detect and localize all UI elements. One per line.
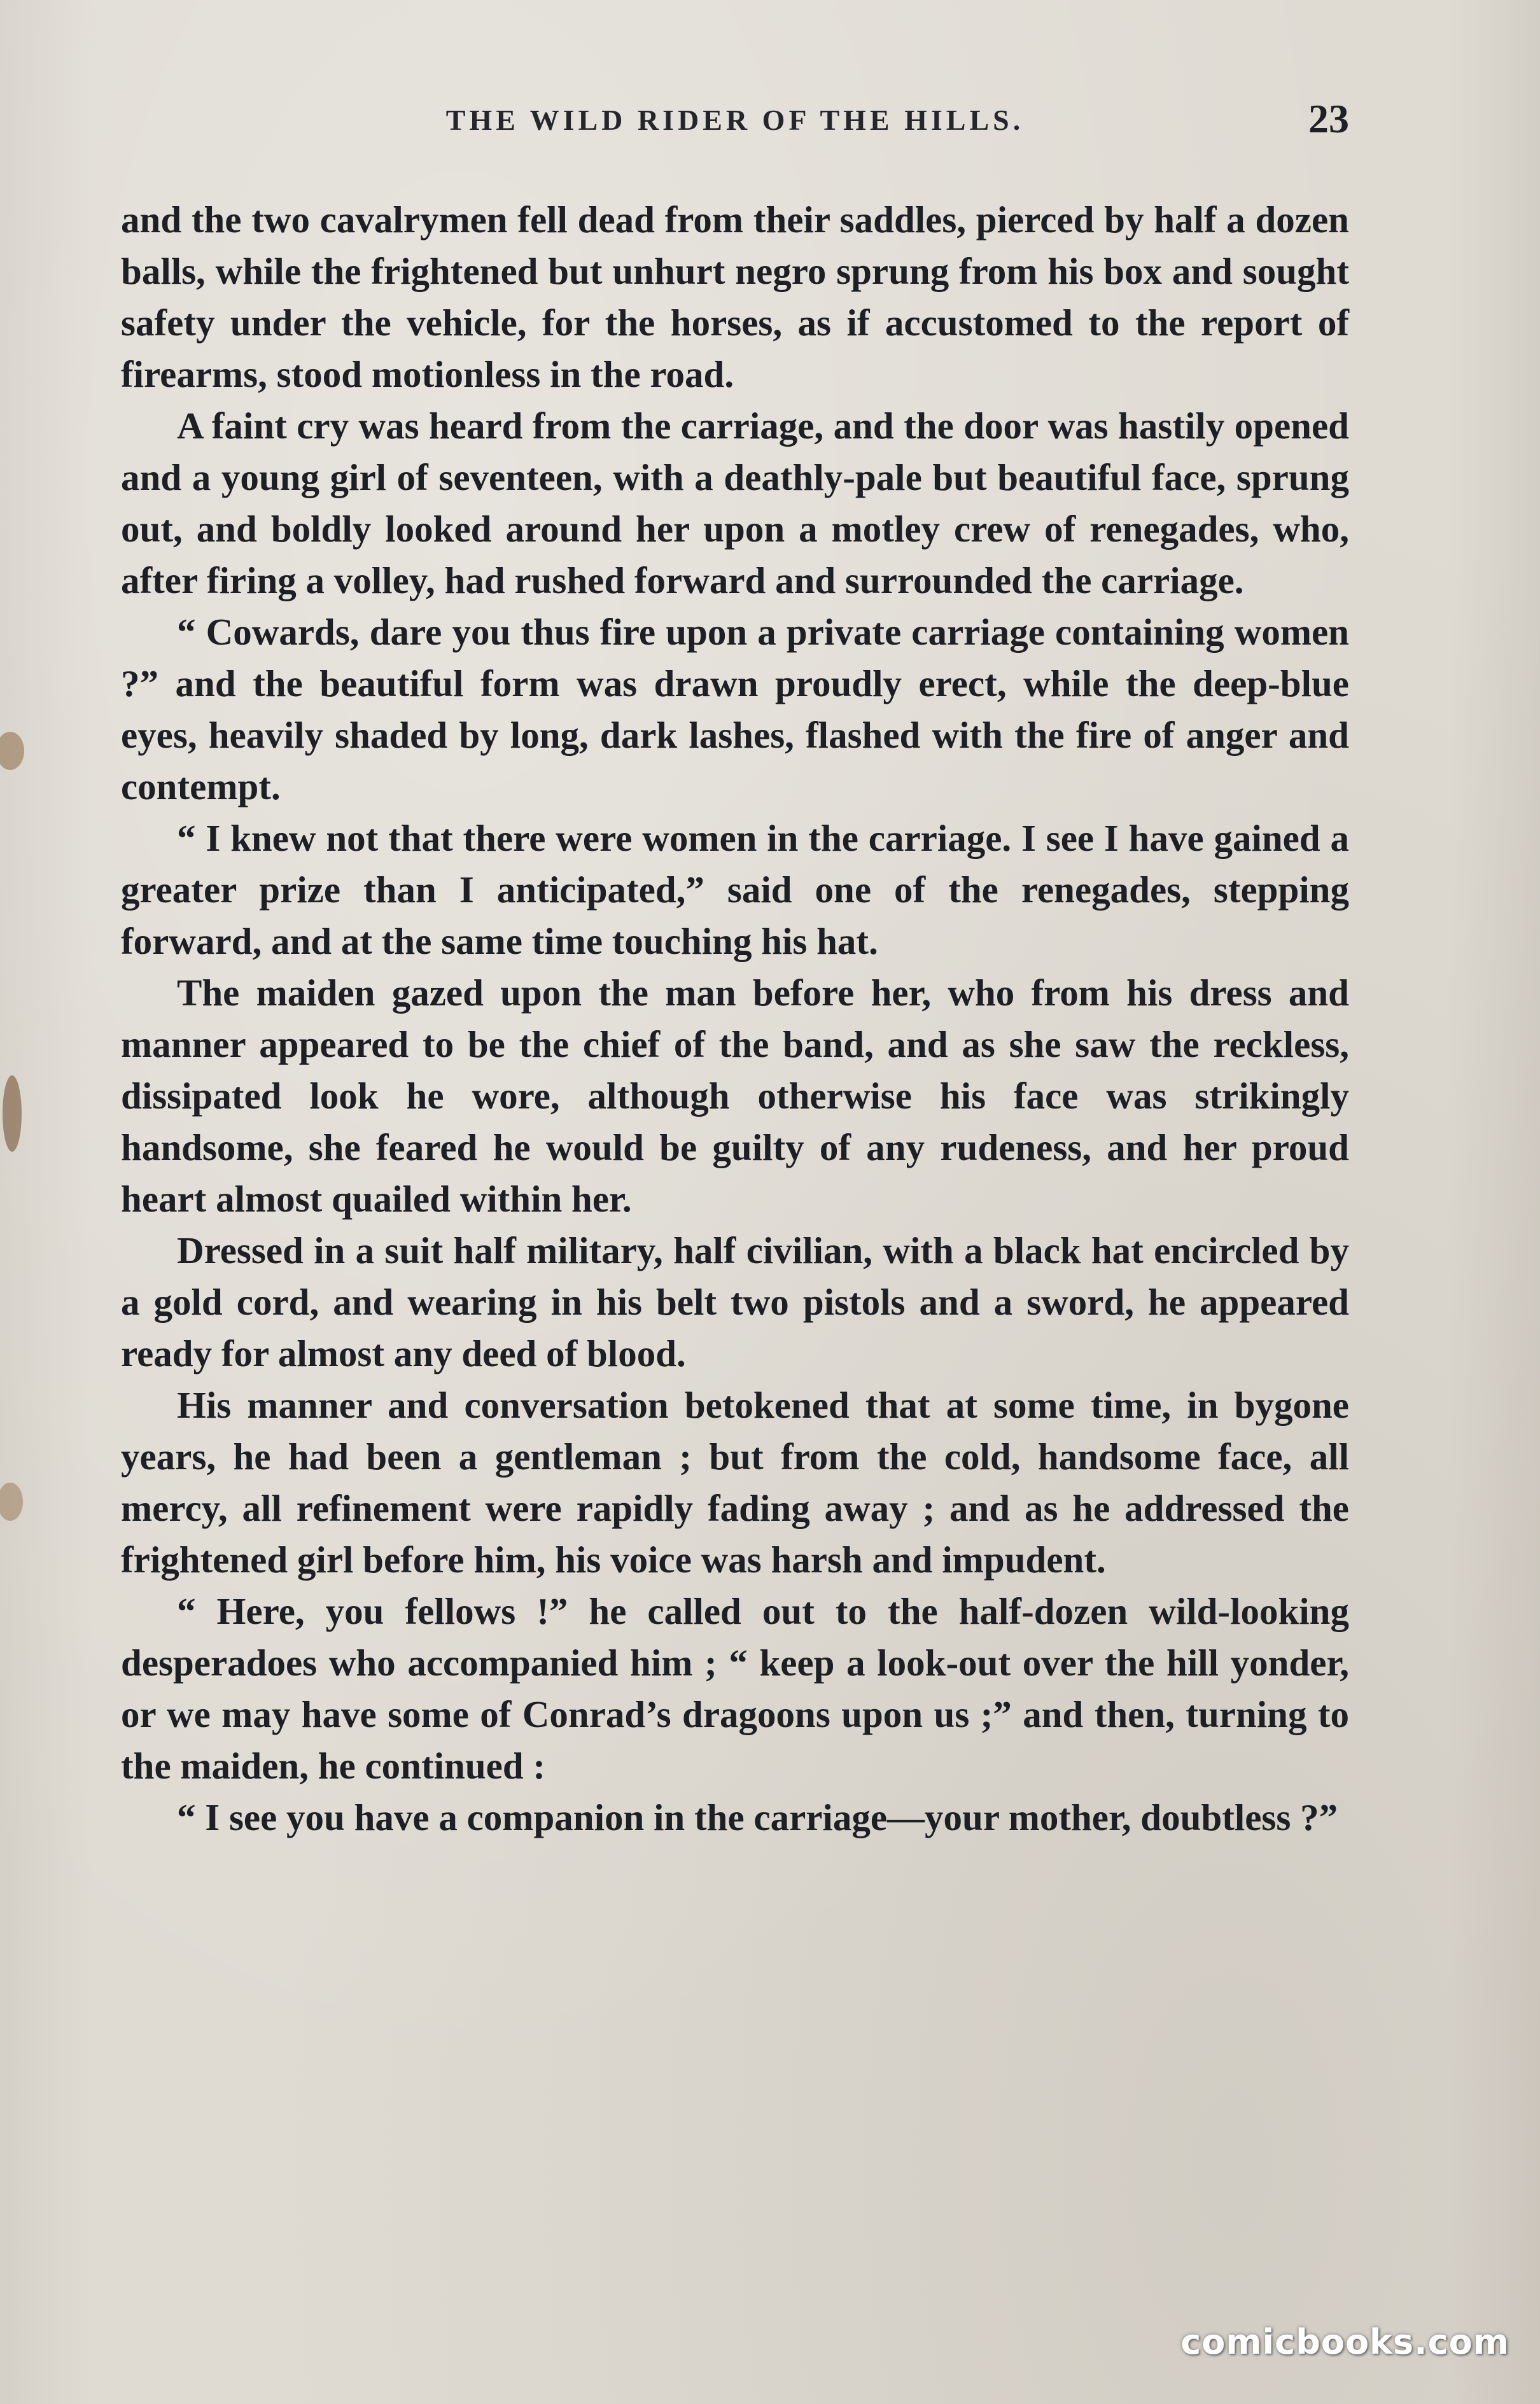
body-text — [121, 194, 1349, 1843]
paragraph-7: His manner and conversation betokened that at some time, in bygone years, he had been a gentleman ; but from the cold, handsome face, all mercy, all refinement were rapidly fading away ; and as he addressed the frightened girl before him, his voice was harsh and impudent. — [121, 1384, 1349, 1581]
paragraph-8: “ Here, you fellows !” he called out to the half-dozen wild-looking desperadoes who accompanied him ; “ keep a look-out over the hill yonder, or we may have some of Conrad’s dragoons upon us ;” and then, turning to the maiden, he continued : — [121, 1590, 1349, 1787]
paper-stain — [3, 1075, 22, 1152]
paragraph-2: A faint cry was heard from the carriage, and the door was hastily opened and a young girl of seventeen, with a deathly-pale but beautiful face, sprung out, and boldly looked around her upon a motley crew of renegades, who, after firing a volley, had rushed forward and surrounded the carriage. — [121, 405, 1349, 601]
page-number: 23 — [1308, 96, 1349, 141]
paper-stain — [0, 1483, 23, 1521]
watermark: comicbooks.com — [1180, 2322, 1509, 2362]
paragraph-9: “ I see you have a companion in the carriage—your mother, doubtless ?” — [177, 1796, 1338, 1838]
paragraph-4: “ I knew not that there were women in the carriage. I see I have gained a greater prize than I anticipated,” said one of the renegades, stepping forward, and at the same time touching his hat. — [121, 817, 1349, 962]
paragraph-1: and the two cavalrymen fell dead from their saddles, pierced by half a dozen balls, while the frightened but unhurt negro sprung from his box and sought safety under the vehicle, for the horses, as if accustomed to the report of firearms, stood motionless in the road. — [121, 199, 1349, 395]
running-head — [121, 95, 1349, 153]
paper-stain — [0, 732, 24, 770]
paragraph-5: The maiden gazed upon the man before her, who from his dress and manner appeared to be the chief of the band, and as she saw the reckless, dissipated look he wore, although otherwise his face was strikingly handsome, she feared he would be guilty of any rudeness, and her proud heart almost quailed within her. — [121, 972, 1349, 1220]
paragraph-3: “ Cowards, dare you thus fire upon a private carriage containing women ?” and the beautiful form was drawn proudly erect, while the deep-blue eyes, heavily shaded by long, dark lashes, flashed with the fire of anger and contempt. — [121, 611, 1349, 807]
paragraph-6: Dressed in a suit half military, half civilian, with a black hat encircled by a gold cord, and wearing in his belt two pistols and a sword, he appeared ready for almost any deed of blood. — [121, 1229, 1349, 1374]
running-title: THE WILD RIDER OF THE HILLS. — [445, 104, 1025, 136]
